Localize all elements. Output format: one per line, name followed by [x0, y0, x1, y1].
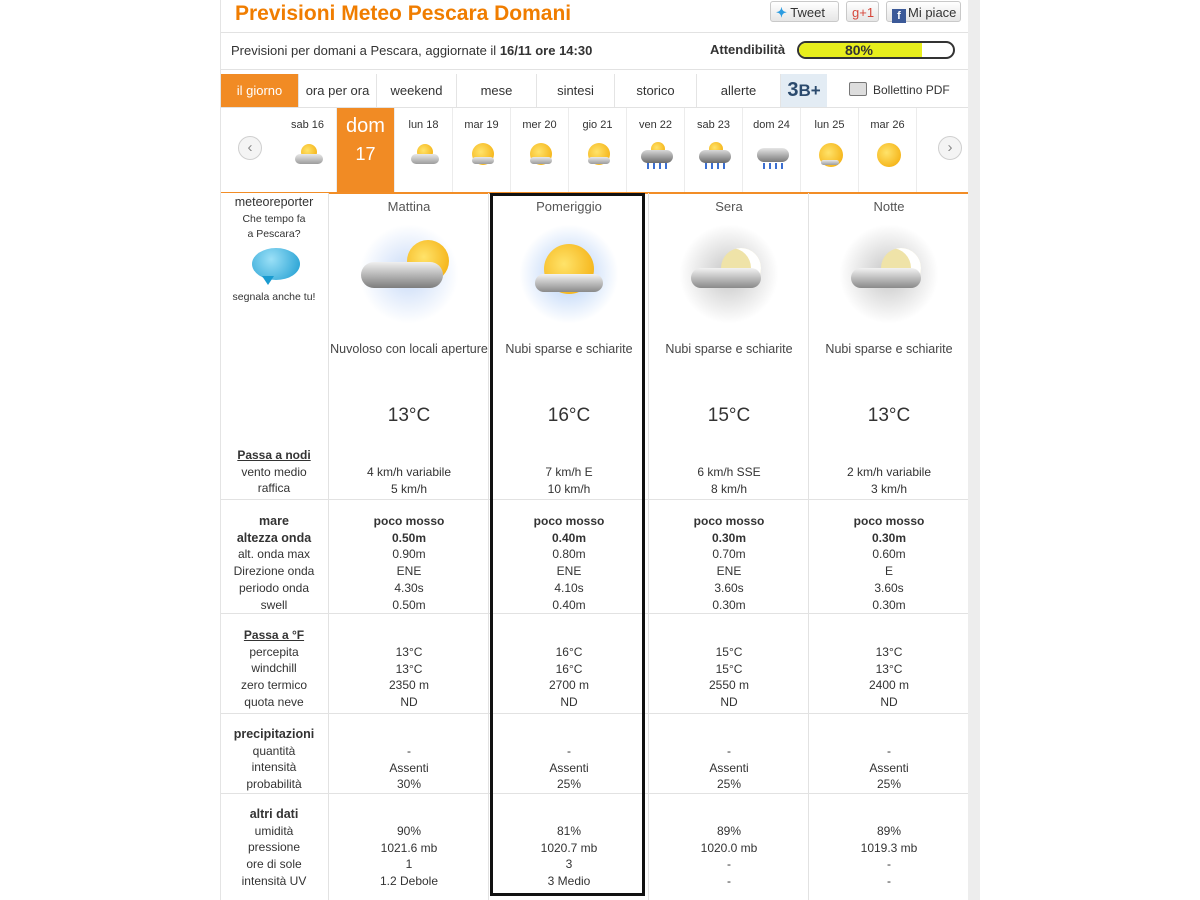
day-lun-18[interactable] — [395, 108, 453, 192]
snow-level-label: quota neve — [244, 694, 304, 709]
perceived-value: 13°C — [395, 645, 423, 659]
intensity-value: Assenti — [549, 760, 589, 775]
other-sera — [649, 823, 809, 890]
tab-mese[interactable]: mese — [457, 74, 537, 107]
wind-avg-label: vento medio — [241, 464, 307, 479]
day-lun-25[interactable] — [801, 108, 859, 192]
tab-weekend[interactable]: weekend — [377, 74, 457, 107]
rain-cloud-icon — [639, 140, 673, 168]
day-label: lun 18 — [408, 119, 439, 131]
temp-details-pomeriggio — [489, 644, 649, 711]
wave-dir: E — [884, 564, 893, 579]
pressure-label: pressione — [247, 840, 301, 855]
probability-value: 25% — [556, 777, 582, 792]
wave-max: 0.60m — [872, 547, 906, 562]
reliability-value: 80% — [844, 42, 874, 58]
temperature-labels — [221, 627, 327, 711]
other-data-label: altri dati — [249, 807, 299, 821]
wave-max: 0.90m — [392, 547, 426, 562]
description-sera: Nubi sparse e schiarite — [665, 342, 793, 356]
rain-cloud-icon — [697, 140, 731, 168]
temperature-notte: 13°C — [867, 405, 911, 426]
forecast-grid — [221, 193, 969, 900]
view-tabs — [221, 74, 969, 108]
swell-value: 0.30m — [712, 597, 746, 612]
freezing-label: zero termico — [240, 678, 308, 693]
day-mar-26[interactable] — [859, 108, 917, 192]
sun-behind-cloud-icon — [339, 216, 479, 336]
day-number: 17 — [355, 144, 376, 164]
perceived-value: 16°C — [555, 645, 583, 659]
sun-cloud-icon — [813, 140, 847, 168]
wind-value: 7 km/h E — [545, 465, 593, 479]
wave-dir-label: Direzione onda — [233, 564, 315, 579]
sun-cloud-icon — [581, 140, 615, 168]
quantity-value: - — [407, 744, 411, 758]
bplus-label: B+ — [798, 81, 821, 100]
pressure-value: 1021.6 mb — [380, 840, 438, 855]
sun-hours-label: ore di sole — [246, 857, 302, 872]
day-label: sab 23 — [696, 119, 731, 131]
other-labels — [221, 806, 327, 890]
intensity-value: Assenti — [869, 760, 909, 775]
windchill-label: windchill — [251, 661, 297, 676]
moon-cloud-icon — [819, 216, 959, 336]
precip-pomeriggio — [489, 743, 649, 793]
temp-details-notte — [809, 644, 969, 711]
sea-state: poco mosso — [693, 514, 765, 528]
precip-mattina — [329, 743, 489, 793]
wave-dir: ENE — [396, 564, 422, 579]
humidity-label: umidità — [254, 823, 294, 838]
facebook-icon: f — [892, 9, 906, 23]
wind-value: 2 km/h variabile — [846, 465, 932, 479]
wave-height: 0.30m — [711, 530, 747, 545]
tab-allerte[interactable]: allerte — [697, 74, 781, 107]
quantity-label: quantità — [252, 743, 296, 758]
row-divider — [221, 793, 969, 794]
day-name: dom — [346, 115, 385, 137]
wind-pomeriggio — [489, 464, 649, 497]
windchill-value: 15°C — [715, 661, 743, 676]
gust-value: 10 km/h — [547, 481, 591, 496]
day-mar-19[interactable] — [453, 108, 511, 192]
tab-il-giorno[interactable]: il giorno — [221, 74, 299, 107]
precip-sera — [649, 743, 809, 793]
sea-notte — [809, 513, 969, 613]
precip-labels — [221, 726, 327, 793]
partly-cloudy-icon — [407, 140, 441, 168]
sea-mattina — [329, 513, 489, 613]
day-dom-24[interactable] — [743, 108, 801, 192]
description-mattina: Nuvoloso con locali aperture — [330, 342, 488, 356]
page-title: Previsioni Meteo Pescara Domani — [235, 2, 572, 25]
sun-cloud-icon — [465, 140, 499, 168]
sun-hours-value: 1 — [405, 857, 413, 872]
like-label: Mi piace — [908, 5, 957, 20]
windchill-value: 16°C — [555, 661, 583, 676]
humidity-value: 90% — [396, 824, 422, 838]
other-notte — [809, 823, 969, 890]
snow-value: ND — [560, 695, 578, 710]
period-pomeriggio — [489, 199, 649, 336]
day-label: mer 20 — [522, 119, 557, 131]
day-gio-21[interactable] — [569, 108, 627, 192]
tab-storico[interactable]: storico — [615, 74, 697, 107]
pdf-label: Bollettino PDF — [873, 83, 950, 97]
intensity-value: Assenti — [389, 760, 429, 775]
day-label: sab 16 — [290, 119, 325, 131]
pdf-bulletin-button[interactable] — [827, 74, 969, 107]
uv-label: intensità UV — [241, 873, 307, 888]
quantity-value: - — [887, 744, 891, 758]
reliability-label: Attendibilità — [710, 42, 786, 57]
sun-hours-value: - — [887, 857, 891, 872]
sun-cloud-icon — [523, 140, 557, 168]
gust-value: 5 km/h — [390, 481, 427, 496]
sun-hours-value: - — [727, 857, 731, 872]
temperature-mattina: 13°C — [387, 405, 431, 426]
wave-period: 4.30s — [394, 580, 424, 595]
snow-value: ND — [400, 695, 418, 710]
other-mattina — [329, 823, 489, 890]
pressure-value: 1019.3 mb — [860, 840, 918, 855]
day-selector — [221, 108, 969, 194]
wave-dir: ENE — [556, 564, 582, 579]
gust-label: raffica — [257, 481, 291, 496]
forecast-panel — [220, 0, 970, 900]
day-label: mar 19 — [464, 119, 499, 131]
perceived-value: 15°C — [715, 645, 743, 659]
uv-value: 1.2 Debole — [379, 874, 439, 889]
wave-dir: ENE — [716, 564, 742, 579]
freezing-value: 2350 m — [388, 678, 430, 693]
update-date: 16/11 ore 14:30 — [499, 43, 593, 58]
gust-value: 3 km/h — [870, 481, 907, 496]
humidity-value: 89% — [716, 824, 742, 838]
day-label: ven 22 — [638, 119, 673, 131]
wind-value: 6 km/h SSE — [697, 465, 761, 479]
reliability-bar — [797, 41, 955, 59]
day-label: mar 26 — [870, 119, 905, 131]
temperature-sera: 15°C — [707, 405, 751, 426]
uv-value: - — [887, 874, 891, 889]
rain-cloud-icon — [755, 140, 789, 168]
temp-details-sera — [649, 644, 809, 711]
sea-state: poco mosso — [373, 514, 445, 528]
intensity-label: intensità — [251, 760, 297, 775]
perceived-value: 13°C — [875, 645, 903, 659]
sea-state: poco mosso — [853, 514, 925, 528]
precip-label: precipitazioni — [233, 727, 315, 741]
tab-ora-per-ora[interactable]: ora per ora — [299, 74, 377, 107]
uv-value: 3 Medio — [547, 874, 591, 889]
description-pomeriggio: Nubi sparse e schiarite — [505, 342, 633, 356]
wind-sera — [649, 464, 809, 497]
period-mattina — [329, 199, 489, 336]
wave-height: 0.30m — [871, 530, 907, 545]
period-sera — [649, 199, 809, 336]
gplus-label: g+1 — [852, 5, 875, 20]
moon-cloud-icon — [659, 216, 799, 336]
probability-value: 25% — [876, 777, 902, 792]
day-dom-17[interactable] — [337, 108, 395, 192]
freezing-value: 2400 m — [868, 678, 910, 693]
tab-sintesi[interactable]: sintesi — [537, 74, 615, 107]
tweet-label: Tweet — [790, 5, 825, 20]
facebook-like-button[interactable] — [886, 1, 961, 22]
probability-value: 30% — [396, 777, 422, 792]
windchill-value: 13°C — [395, 661, 423, 676]
update-info — [231, 43, 592, 58]
wind-value: 4 km/h variabile — [366, 465, 452, 479]
temp-details-mattina — [329, 644, 489, 711]
row-divider — [221, 499, 969, 500]
snow-value: ND — [880, 695, 898, 710]
twitter-bird-icon: ✦ — [776, 5, 787, 20]
sun-hours-value: 3 — [565, 857, 573, 872]
gust-value: 8 km/h — [710, 481, 747, 496]
description-notte: Nubi sparse e schiarite — [825, 342, 953, 356]
humidity-value: 81% — [556, 824, 582, 838]
probability-value: 25% — [716, 777, 742, 792]
day-label: dom 24 — [753, 119, 790, 131]
wave-period: 4.10s — [554, 580, 584, 595]
humidity-value: 89% — [876, 824, 902, 838]
day-label: gio 21 — [582, 119, 613, 131]
wind-mattina — [329, 464, 489, 497]
uv-value: - — [727, 874, 731, 889]
day-mer-20[interactable] — [511, 108, 569, 192]
chevron-left-icon[interactable]: ‹ — [238, 136, 262, 160]
wave-height: 0.40m — [551, 530, 587, 545]
pressure-value: 1020.7 mb — [540, 840, 598, 855]
google-plus-button[interactable] — [846, 1, 879, 22]
row-divider — [221, 713, 969, 714]
other-pomeriggio — [489, 823, 649, 890]
day-label: lun 25 — [814, 119, 845, 131]
sea-sera — [649, 513, 809, 613]
wave-period: 3.60s — [874, 580, 904, 595]
perceived-label: percepita — [249, 644, 299, 659]
wave-max-label: alt. onda max — [237, 547, 311, 562]
meteoreporter-block — [221, 194, 327, 242]
temperature-pomeriggio: 16°C — [547, 405, 591, 426]
sea-labels — [221, 513, 327, 613]
wave-period-label: periodo onda — [238, 580, 310, 595]
bplus-button[interactable]: 3B+ — [781, 74, 827, 107]
intensity-value: Assenti — [709, 760, 749, 775]
meteoreporter-title: meteoreporter — [234, 195, 314, 209]
wave-height-label: altezza onda — [236, 530, 312, 545]
wave-height: 0.50m — [391, 530, 427, 545]
period-title: Pomeriggio — [536, 199, 602, 214]
wave-max: 0.80m — [552, 547, 586, 562]
wind-labels — [221, 447, 327, 497]
precip-notte — [809, 743, 969, 793]
wave-max: 0.70m — [712, 547, 746, 562]
sun-icon — [871, 140, 905, 168]
period-title: Sera — [715, 199, 743, 214]
swell-value: 0.30m — [872, 597, 906, 612]
update-prefix: Previsioni per domani a Pescara, aggiornate il — [231, 43, 500, 58]
snow-value: ND — [720, 695, 738, 710]
temp-units-toggle[interactable]: Passa a °F — [243, 628, 305, 642]
day-sab-16[interactable] — [279, 108, 337, 192]
windchill-value: 13°C — [875, 661, 903, 676]
chevron-right-icon[interactable]: › — [938, 136, 962, 160]
swell-value: 0.40m — [552, 597, 586, 612]
sea-state: poco mosso — [533, 514, 605, 528]
period-notte — [809, 199, 969, 336]
partly-cloudy-icon — [291, 140, 325, 168]
wind-notte — [809, 464, 969, 497]
period-title: Notte — [873, 199, 905, 214]
quantity-value: - — [727, 744, 731, 758]
chat-bubble-icon[interactable] — [252, 248, 300, 280]
pressure-value: 1020.0 mb — [700, 840, 758, 855]
wind-units-toggle[interactable]: Passa a nodi — [237, 448, 311, 462]
quantity-value: - — [567, 744, 571, 758]
day-ven-22[interactable] — [627, 108, 685, 192]
day-sab-23[interactable] — [685, 108, 743, 192]
meteoreporter-cta[interactable]: segnala anche tu! — [232, 291, 316, 303]
printer-icon — [849, 82, 867, 96]
wave-period: 3.60s — [714, 580, 744, 595]
sea-pomeriggio — [489, 513, 649, 613]
tweet-button[interactable] — [770, 1, 839, 22]
probability-label: probabilità — [246, 777, 302, 792]
freezing-value: 2700 m — [548, 678, 590, 693]
sea-label: mare — [259, 514, 289, 528]
page-scrollbar[interactable] — [968, 0, 980, 900]
freezing-value: 2550 m — [708, 678, 750, 693]
forecast-info-bar — [221, 32, 969, 70]
period-title: Mattina — [387, 199, 431, 214]
sun-cloud-icon — [499, 216, 639, 336]
swell-label: swell — [260, 597, 288, 612]
swell-value: 0.50m — [392, 597, 426, 612]
meteoreporter-question: Che tempo fa a Pescara? — [242, 212, 306, 240]
